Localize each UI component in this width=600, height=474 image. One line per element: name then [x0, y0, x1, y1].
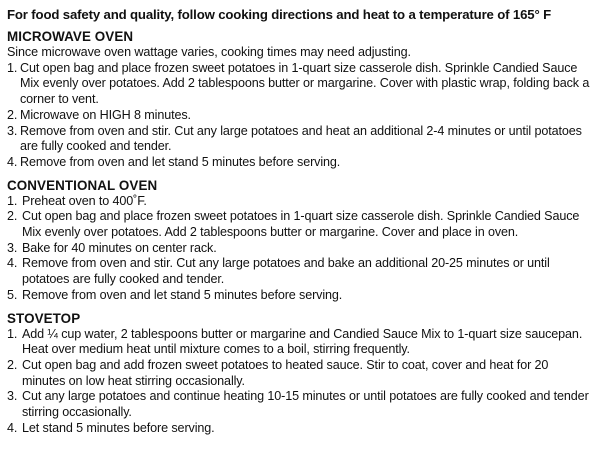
- stovetop-section: [7, 310, 592, 437]
- conventional-oven-section: [7, 177, 592, 304]
- section-title: CONVENTIONAL OVEN: [7, 177, 158, 193]
- step-number: 3.: [7, 123, 18, 138]
- step-item: [7, 61, 592, 108]
- step-item: [7, 194, 592, 210]
- step-item: [7, 389, 592, 420]
- section-title: MICROWAVE OVEN: [7, 29, 134, 44]
- step-number: 4.: [7, 420, 18, 435]
- microwave-section: [7, 28, 592, 171]
- step-text: Cut open bag and place frozen sweet potatoes in 1-quart size casserole dish. Sprinkle Candied Sauce Mix evenly over potatoes. Add 2 tablespoons butter or margarine. Cover with plastic wrap, folding back a corner to vent.: [20, 60, 590, 107]
- step-number: 3.: [7, 240, 18, 255]
- step-number: 2.: [7, 357, 18, 372]
- step-item: [7, 288, 592, 304]
- step-text: Remove from oven and stir. Cut any large potatoes and bake an additional 20-25 minutes or until potatoes are fully cooked and tender.: [22, 256, 550, 287]
- step-item: [7, 209, 592, 240]
- step-list: [7, 327, 592, 437]
- step-text: Let stand 5 minutes before serving.: [22, 420, 215, 435]
- step-item: [7, 256, 592, 287]
- step-number: 4.: [7, 256, 18, 271]
- step-text: Remove from oven and stir. Cut any large potatoes and heat an additional 2-4 minutes or until potatoes are fully cooked and tender.: [20, 123, 582, 154]
- step-number: 3.: [7, 389, 18, 404]
- step-number: 1.: [7, 326, 18, 341]
- step-text: Cut open bag and place frozen sweet potatoes in 1-quart size casserole dish. Sprinkle Candied Sauce Mix evenly over potatoes. Add 2 tablespoons butter or margarine. Cover and place in oven.: [22, 209, 580, 240]
- step-text: Bake for 40 minutes on center rack.: [22, 240, 217, 255]
- step-item: [7, 124, 592, 155]
- step-list: [7, 194, 592, 304]
- food-safety-headline: For food safety and quality, follow cooking directions and heat to a temperature of 165° F: [7, 7, 552, 22]
- step-item: [7, 421, 592, 437]
- step-item: [7, 358, 592, 389]
- step-number: 2.: [7, 107, 18, 122]
- step-item: [7, 155, 592, 171]
- step-number: 1.: [7, 193, 18, 208]
- step-text: Cut any large potatoes and continue heating 10-15 minutes or until potatoes are fully cooked and tender stirring occasionally.: [22, 389, 589, 420]
- step-number: 4.: [7, 154, 18, 169]
- step-text: Cut open bag and add frozen sweet potatoes to heated sauce. Stir to coat, cover and heat for 20 minutes on low heat stirring occasionally.: [22, 357, 549, 388]
- step-text: Add ¼ cup water, 2 tablespoons butter or margarine and Candied Sauce Mix to 1-quart size saucepan. Heat over medium heat until mixture comes to a boil, stirring frequently.: [22, 326, 583, 357]
- step-list: [7, 61, 592, 171]
- step-text: Remove from oven and let stand 5 minutes before serving.: [22, 287, 343, 302]
- step-text: Microwave on HIGH 8 minutes.: [20, 107, 191, 122]
- step-number: 1.: [7, 60, 18, 75]
- step-text: Remove from oven and let stand 5 minutes before serving.: [20, 154, 341, 169]
- step-item: [7, 327, 592, 358]
- section-intro: Since microwave oven wattage varies, cooking times may need adjusting.: [7, 45, 411, 59]
- step-item: [7, 241, 592, 257]
- step-item: [7, 108, 592, 124]
- step-text: Preheat oven to 400˚F.: [22, 193, 147, 208]
- section-title: STOVETOP: [7, 310, 81, 326]
- step-number: 2.: [7, 209, 18, 224]
- step-number: 5.: [7, 287, 18, 302]
